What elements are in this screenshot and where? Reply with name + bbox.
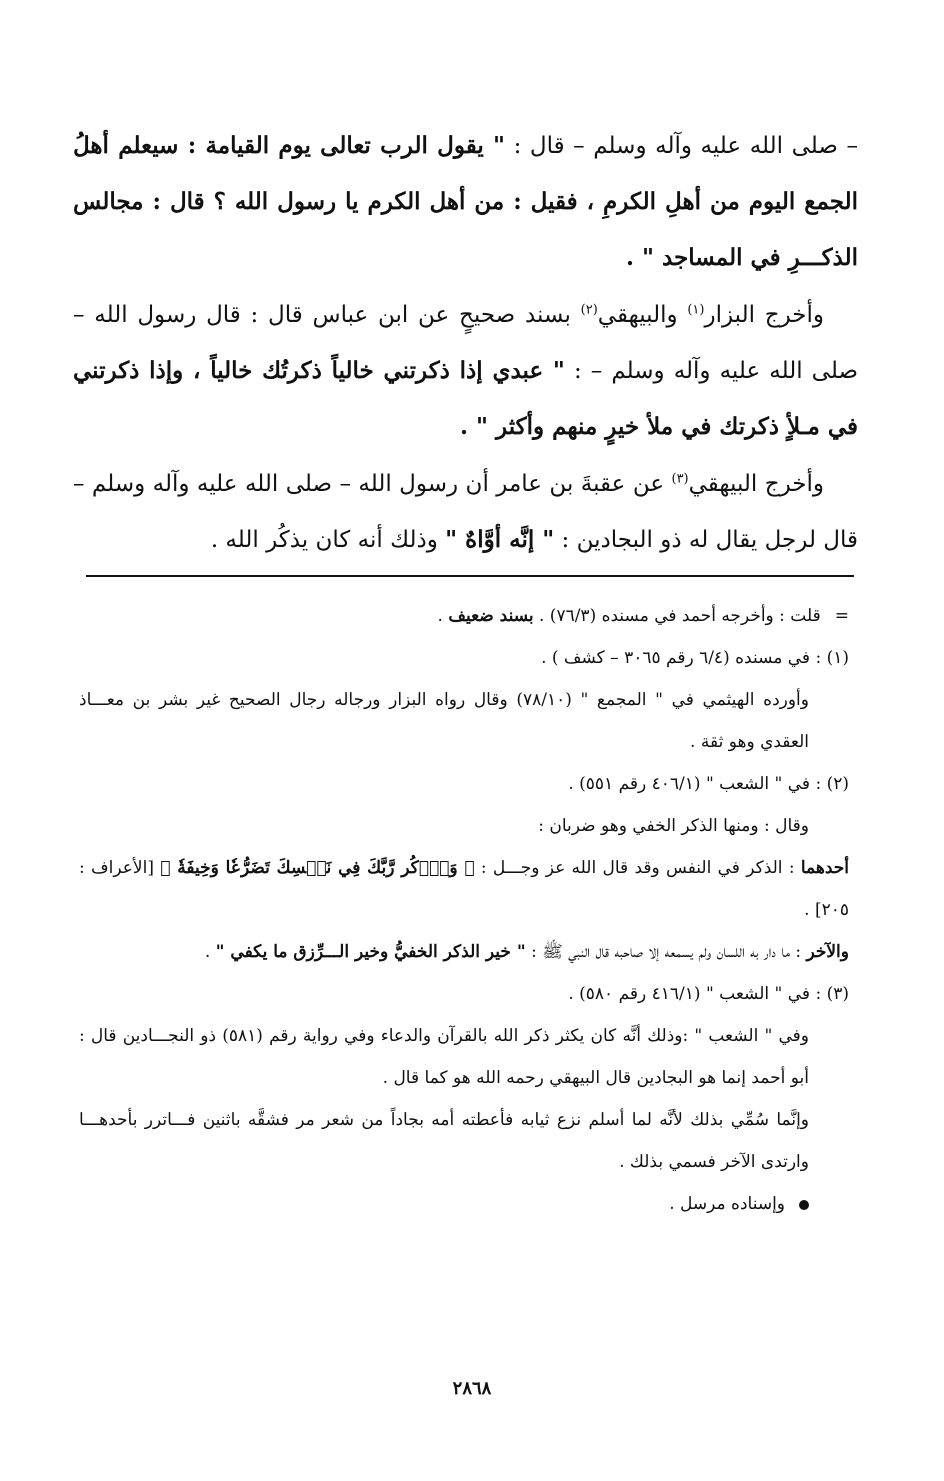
footnote-3: (٣) : في " الشعب " (٤١٦/١ رقم ٥٨٠) . [568, 984, 849, 1004]
footnote-2-first-type [79, 847, 849, 931]
p3-text-a: وأخرج البيهقي [688, 471, 824, 497]
hadith-text-3: " إنَّه أوَّاهٌ " [445, 526, 555, 553]
p3-text-d: وذلك أنه كان يذكُر الله . [210, 527, 446, 553]
fn2-first-label: أحدهما [800, 858, 849, 878]
footnote-divider [86, 575, 854, 577]
verse-reference: [الأعراف : ٢٠٥] . [79, 858, 849, 920]
fn2-second-text: : ما دار به اللسان ولم يسمعه إلا صاحبه قال النبي ﷺ : [525, 942, 807, 962]
fn0-grade: بسند ضعيف [448, 606, 534, 626]
fn0-end: . [437, 606, 449, 626]
quran-verse: ﴿ وَٱذۡكُر رَّبَّكَ فِي نَفۡسِكَ تَضَرُّعٗا وَخِيفَةٗ ﴾ [160, 858, 475, 878]
footnote-3-conclusion [79, 1183, 809, 1225]
footnote-ref-2[interactable]: (٢) [580, 302, 598, 318]
fn2-first-text: : الذكر في النفس وقد قال الله عز وجـــل : [474, 858, 801, 878]
paragraph-1 [73, 118, 858, 286]
fn2-second-label: والآخر [806, 942, 849, 962]
footnote-1-detail: وأورده الهيثمي في " المجمع " (٧٨/١٠) وقال رواه البزار ورجاله رجال الصحيح غير بشر بن معـــاذ العقدي وهو ثقة . [79, 690, 809, 752]
footnotes [79, 595, 849, 1225]
fn0-text: قلت : وأخرجه أحمد في مسنده (٧٦/٣) . [533, 606, 821, 626]
fn2-hadith: " خير الذكر الخفيُّ وخير الـــرِّزق ما يكفي " [215, 942, 526, 962]
p2-text-a: وأخرج البزار [704, 302, 824, 328]
p3-text-b: عن عقبةَ بن عامر أن رسول الله – صلى الله عليه وآله وسلم – قال لرجل يقال له ذو البجادين : [73, 471, 858, 553]
footnote-3-detail-1: وفي " الشعب " :وذلك أنَّه كان يكثر ذكر الله بالقرآن والدعاء وفي رواية رقم (٥٨١) ذو النجـــادين قال : أبو أحمد إنما هو البجادين قال البيهقي رحمه الله هو كما قال . [79, 1026, 809, 1088]
fn3-conclusion-text: وإسناده مرسل . [669, 1194, 785, 1214]
footnote-2: (٢) : في " الشعب " (٤٠٦/١ رقم ٥٥١) . [568, 774, 849, 794]
footnote-ref-3[interactable]: (٣) [671, 471, 689, 487]
hadith-text-1: " يقول الرب تعالى يوم القيامة : سيعلم أهلُ الجمع اليوم من أهلِ الكرمِ ، فقيل : من أهل الكرم يا رسول الله ؟ قال : مجالس الذكـــرِ في المساجد " . [73, 132, 858, 271]
paragraph-2 [73, 288, 858, 455]
paragraph-3 [73, 457, 858, 568]
bullet-icon [799, 1200, 809, 1210]
main-text [73, 118, 858, 568]
continuation-mark: = [834, 606, 849, 626]
page-number: ٢٨٦٨ [452, 1378, 492, 1399]
footnote-1: (١) : في مسنده (٦/٤ رقم ٣٠٦٥ – كشف ) . [541, 648, 849, 668]
p2-text-c: بسند صحيحٍ عن ابن عباس قال : قال رسول الله – صلى الله عليه وآله وسلم – : [73, 302, 858, 384]
fn2-end: . [204, 942, 216, 962]
footnote-continuation [79, 595, 849, 637]
p2-text-b: والبيهقي [597, 302, 688, 328]
footnote-ref-1[interactable]: (١) [687, 302, 705, 318]
footnote-3-detail-2: وإنَّما سُمِّي بذلك لأنَّه لما أسلم نزع ثيابه فأعطته أمه بجاداً من شعر مر فشقَّه باثنين فـــاترر بأحدهـــا وارتدى الآخر فسمي بذلك . [79, 1110, 809, 1172]
footnote-2-detail: وقال : ومنها الذكر الخفي وهو ضربان : [538, 816, 809, 836]
p1-intro: – صلى الله عليه وآله وسلم – قال : [505, 133, 859, 159]
hadith-text-2: " عبدي إذا ذكرتني خالياً ذكرتُك خالياً ، وإذا ذكرتني في مـلأٍ ذكرتك في ملأ خيرٍ منهم وأكثر " . [73, 357, 858, 440]
footnote-2-second-type [79, 931, 849, 973]
